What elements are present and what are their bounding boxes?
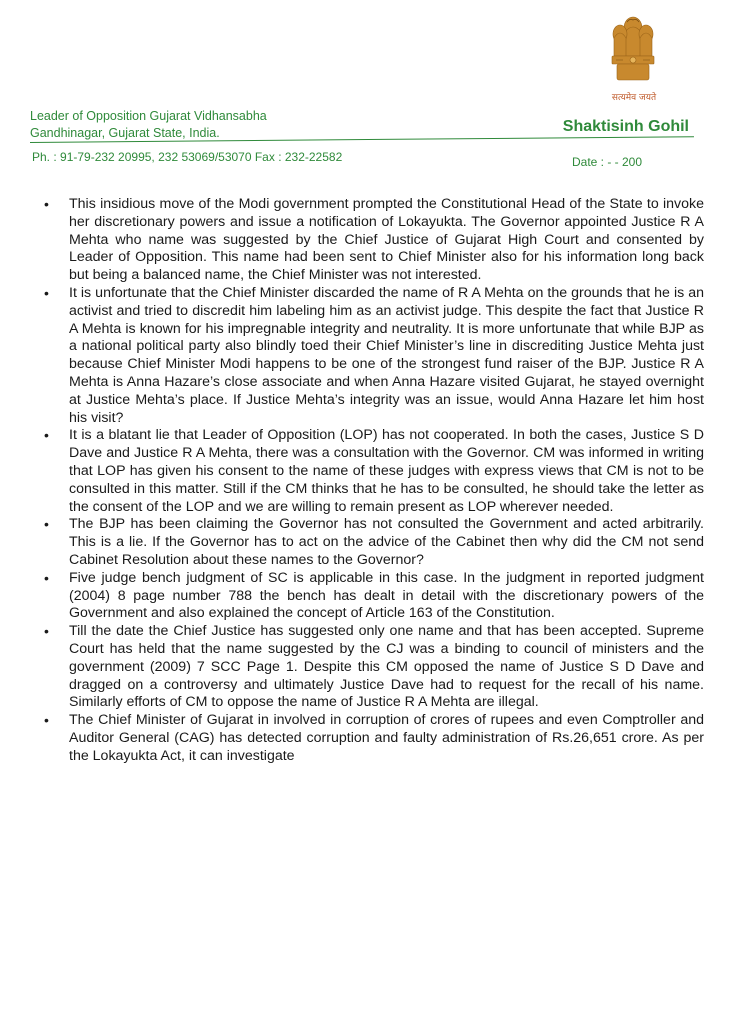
- paragraph-text: It is a blatant lie that Leader of Opposition (LOP) has not cooperated. In both the cases, Justice S D Dave and Justice R A Mehta, there was a consultation with the Governor. CM was informed in writing that LOP has given his consent to the name of these judges with express views that CM is not to be consulted in this matter. Still if the CM thinks that he has to be consulted, he should take the letter as the consent of the LOP and we are willing to remain present as LOP wherever needed.: [69, 427, 704, 515]
- paragraph-text: This insidious move of the Modi government prompted the Constitutional Head of the State to invoke her discretionary powers and issue a notification of Lokayukta. The Governor appointed Justice R A Mehta who name was suggested by the Chief Justice of Gujarat High Court and consented by Leader of Opposition. This name had been sent to Chief Minister also for his information long back but being a balanced name, the Chief Minister was not interested.: [69, 196, 704, 284]
- office-line: Leader of Opposition Gujarat Vidhansabha: [30, 109, 267, 123]
- bullet-paragraph: [24, 712, 704, 765]
- emblem-motto: सत्यमेव जयते: [611, 93, 657, 103]
- bullet-icon: •: [44, 623, 49, 640]
- bullet-icon: •: [44, 196, 49, 212]
- letterhead-office: [30, 108, 267, 142]
- paragraph-text: The Chief Minister of Gujarat in involved in corruption of crores of rupees and even Comptroller and Auditor General (CAG) has detected corruption and faulty administration of Rs.26,651 crore. As per the Lokayukta Act, it can investigate: [69, 712, 704, 764]
- body-bullet-list: [24, 196, 704, 766]
- bullet-paragraph: [24, 570, 704, 623]
- paragraph-text: The BJP has been claiming the Governor has not consulted the Government and acted arbitrarily. This is a lie. If the Governor has to act on the advice of the Cabinet then why did the CM not send Cabinet Resolution about these names to the Governor?: [69, 516, 704, 568]
- leader-name: Shaktisinh Gohil: [562, 118, 689, 135]
- bullet-paragraph: [24, 623, 704, 712]
- bullet-icon: •: [44, 569, 49, 586]
- address-line: Gandhinagar, Gujarat State, India.: [30, 126, 220, 140]
- paragraph-text: It is unfortunate that the Chief Minister discarded the name of R A Mehta on the grounds that he is an activist and tried to discredit him labeling him as an activist judge. This despite the fact that Justice R A Mehta is known for his impregnable integrity and neutrality. It is more unfortunate that while BJP as a national political party also blindly toed their Chief Minister’s line in discrediting Justice Mehta just because Chief Minister Modi happens to be one of the strongest fund raiser of the BJP. Justice R A Mehta is Anna Hazare’s close associate and when Anna Hazare visited Gujarat, he stayed overnight at Justice Mehta’s place. If Justice Mehta’s integrity was an issue, would Anna Hazare let him host his visit?: [69, 284, 704, 426]
- bullet-paragraph: [24, 516, 704, 569]
- paragraph-text: Five judge bench judgment of SC is applicable in this case. In the judgment in reported judgment (2004) 8 page number 788 the bench has dealt in detail with the discretionary powers of the Government and also explained the concept of Article 163 of the Constitution.: [69, 569, 704, 622]
- date-line: Date : - - 200: [572, 155, 643, 169]
- bullet-icon: •: [44, 284, 49, 301]
- bullet-paragraph: [24, 285, 704, 427]
- contact-line: Ph. : 91-79-232 20995, 232 53069/53070 Fax : 232-22582: [32, 150, 343, 164]
- paragraph-text: Till the date the Chief Justice has suggested only one name and that has been accepted. Supreme Court has held that the name suggested by the CJ was a binding to council of ministers and the government (2009) 7 SCC Page 1. Despite this CM opposed the name of Justice S D Dave and dragged on a controversy and ultimately Justice Dave had to request for the recall of his name. Similarly efforts of CM to oppose the name of Justice R A Mehta are illegal.: [69, 623, 704, 711]
- bullet-icon: •: [44, 712, 49, 729]
- bullet-paragraph: [24, 427, 704, 516]
- bullet-icon: •: [44, 516, 49, 533]
- bullet-paragraph: [24, 196, 704, 285]
- bullet-icon: •: [44, 427, 49, 444]
